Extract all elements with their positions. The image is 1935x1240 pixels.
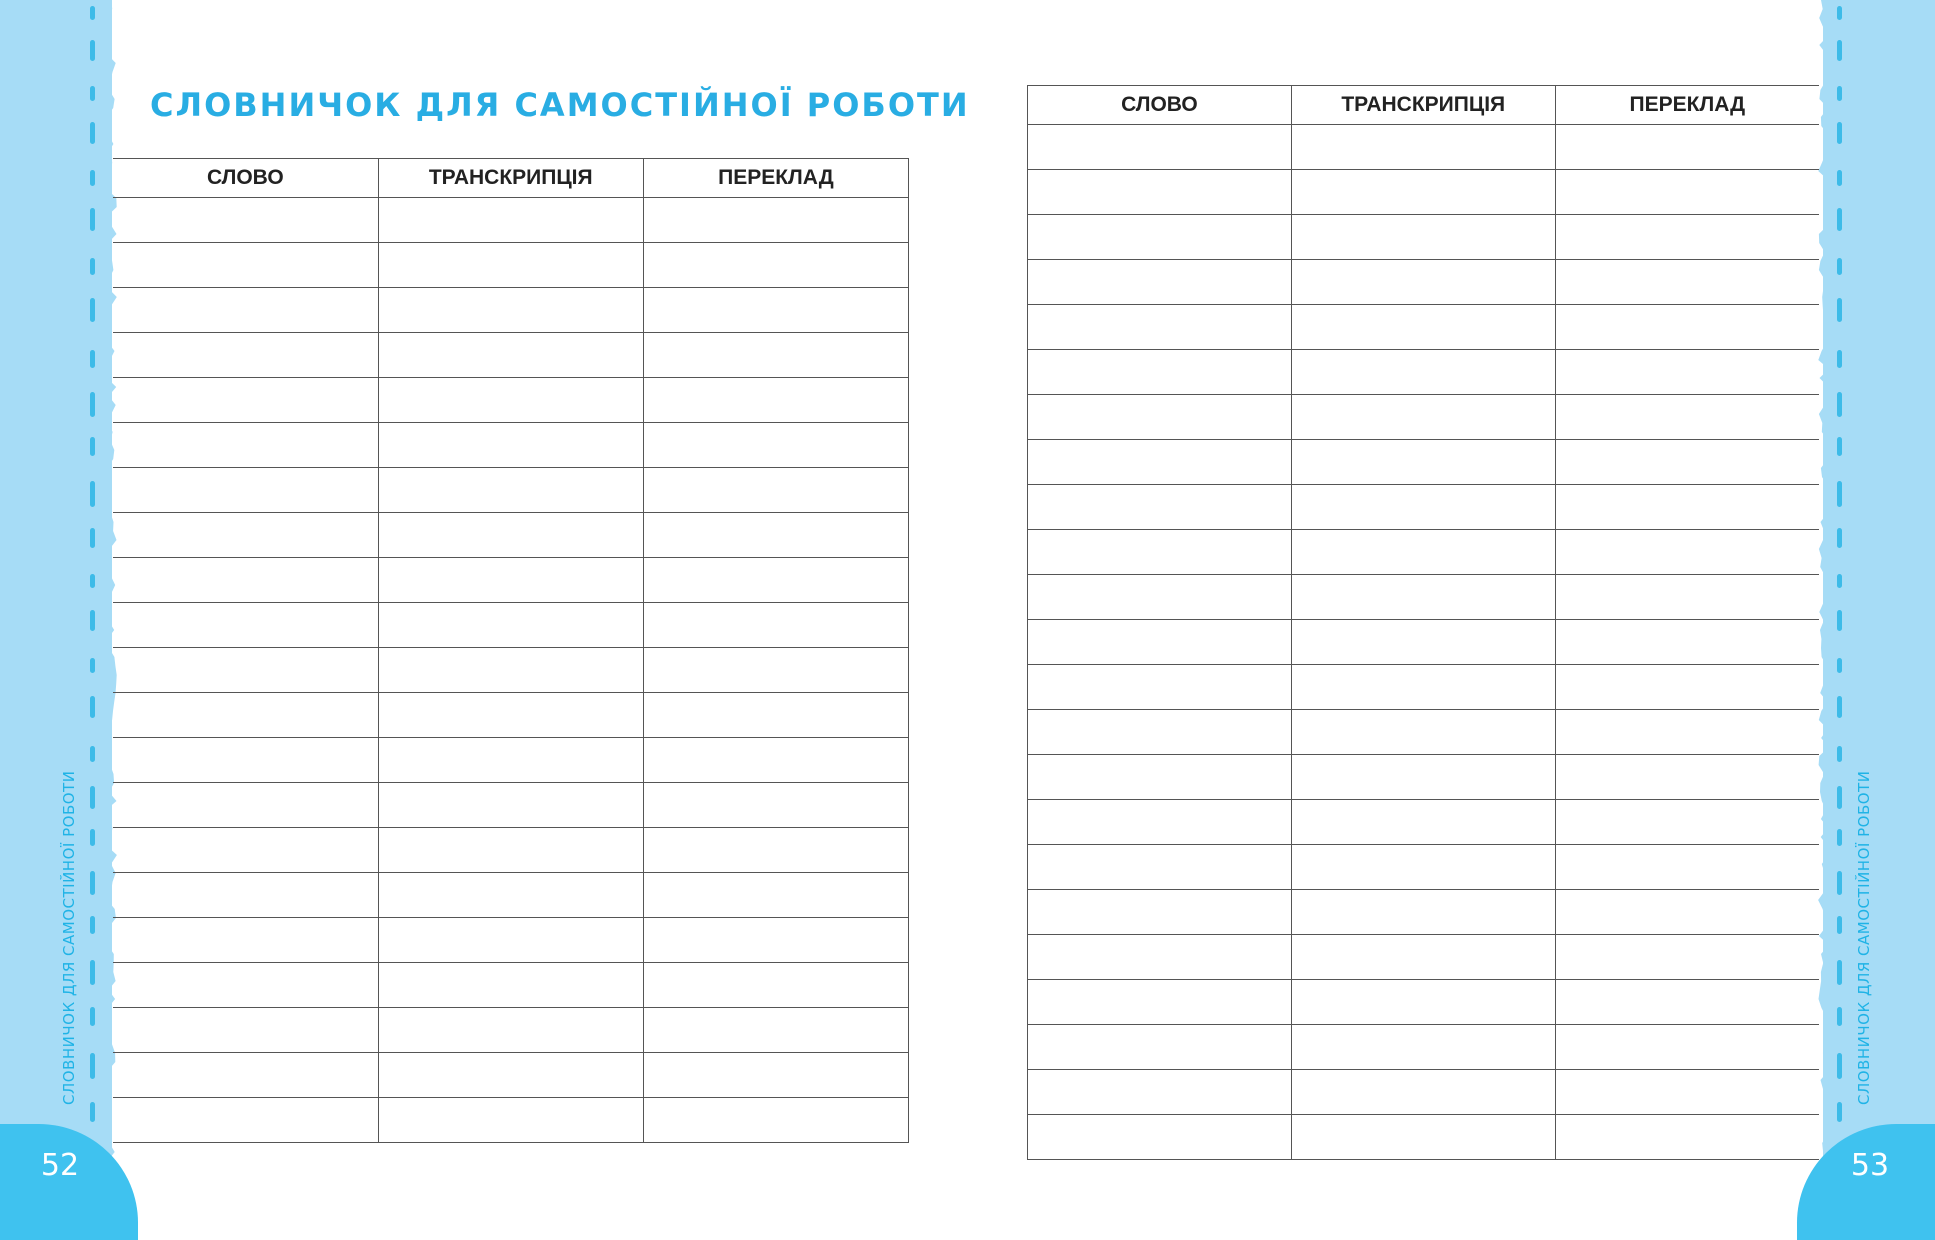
translation-cell[interactable] xyxy=(1555,980,1819,1025)
word-cell[interactable] xyxy=(1028,845,1292,890)
transcription-cell[interactable] xyxy=(378,873,643,918)
table-row xyxy=(1028,665,1820,710)
table-row xyxy=(113,648,909,693)
table-row xyxy=(1028,755,1820,800)
table-row xyxy=(1028,485,1820,530)
word-cell[interactable] xyxy=(113,963,378,1008)
table-row xyxy=(113,198,909,243)
stitch-mark xyxy=(1837,40,1842,61)
translation-cell[interactable] xyxy=(643,603,908,648)
translation-cell[interactable] xyxy=(643,828,908,873)
translation-cell[interactable] xyxy=(1555,215,1819,260)
table-row xyxy=(113,873,909,918)
stitch-mark xyxy=(1837,86,1842,101)
table-row xyxy=(1028,980,1820,1025)
table-row xyxy=(113,738,909,783)
translation-cell[interactable] xyxy=(1555,800,1819,845)
translation-cell[interactable] xyxy=(1555,665,1819,710)
table-row xyxy=(113,1008,909,1053)
table-row xyxy=(113,513,909,558)
table-row xyxy=(113,828,909,873)
translation-cell[interactable] xyxy=(1555,620,1819,665)
stitch-mark xyxy=(1837,658,1842,673)
word-cell[interactable] xyxy=(1028,485,1292,530)
stitch-mark xyxy=(90,86,95,101)
stitch-mark xyxy=(90,350,95,368)
stitch-mark xyxy=(1837,574,1842,588)
transcription-cell[interactable] xyxy=(378,378,643,423)
word-cell[interactable] xyxy=(1028,665,1292,710)
table-row xyxy=(113,468,909,513)
transcription-cell[interactable] xyxy=(378,1008,643,1053)
word-cell[interactable] xyxy=(113,1053,378,1098)
translation-cell[interactable] xyxy=(643,468,908,513)
translation-cell[interactable] xyxy=(1555,710,1819,755)
table-row xyxy=(1028,890,1820,935)
table-row xyxy=(1028,305,1820,350)
translation-cell[interactable] xyxy=(643,423,908,468)
transcription-cell[interactable] xyxy=(1291,440,1555,485)
translation-cell[interactable] xyxy=(643,918,908,963)
table-row xyxy=(1028,440,1820,485)
table-row xyxy=(113,333,909,378)
transcription-cell[interactable] xyxy=(1291,845,1555,890)
word-cell[interactable] xyxy=(113,783,378,828)
stitch-mark xyxy=(1837,696,1842,718)
word-cell[interactable] xyxy=(1028,1025,1292,1070)
stitch-mark xyxy=(1837,786,1842,809)
column-header-word: СЛОВО xyxy=(113,159,378,198)
side-running-title-left: СЛОВНИЧОК ДЛЯ САМОСТІЙНОЇ РОБОТИ xyxy=(60,770,78,1105)
word-cell[interactable] xyxy=(113,828,378,873)
stitch-mark xyxy=(90,437,95,456)
column-header-translation: ПЕРЕКЛАД xyxy=(1555,86,1819,125)
transcription-cell[interactable] xyxy=(1291,215,1555,260)
table-row xyxy=(1028,935,1820,980)
translation-cell[interactable] xyxy=(1555,890,1819,935)
stitch-mark xyxy=(1837,208,1842,231)
table-row xyxy=(113,378,909,423)
column-header-transcription: ТРАНСКРИПЦІЯ xyxy=(1291,86,1555,125)
transcription-cell[interactable] xyxy=(1291,530,1555,575)
stitch-mark xyxy=(90,208,95,231)
table-row xyxy=(1028,260,1820,305)
stitch-mark xyxy=(1837,610,1842,631)
translation-cell[interactable] xyxy=(643,243,908,288)
stitch-mark xyxy=(90,746,95,762)
word-cell[interactable] xyxy=(1028,755,1292,800)
stitch-mark xyxy=(90,786,95,809)
transcription-cell[interactable] xyxy=(1291,1070,1555,1115)
stitch-mark xyxy=(90,481,95,507)
translation-cell[interactable] xyxy=(643,198,908,243)
word-cell[interactable] xyxy=(113,1098,378,1143)
stitch-mark xyxy=(1837,298,1842,322)
stitch-mark xyxy=(1837,170,1842,186)
translation-cell[interactable] xyxy=(1555,575,1819,620)
table-row xyxy=(1028,125,1820,170)
word-cell[interactable] xyxy=(1028,350,1292,395)
transcription-cell[interactable] xyxy=(1291,710,1555,755)
translation-cell[interactable] xyxy=(643,513,908,558)
word-cell[interactable] xyxy=(113,1008,378,1053)
translation-cell[interactable] xyxy=(1555,1070,1819,1115)
table-row xyxy=(113,423,909,468)
word-cell[interactable] xyxy=(113,558,378,603)
table-header-row xyxy=(113,159,909,198)
translation-cell[interactable] xyxy=(1555,1115,1819,1160)
transcription-cell[interactable] xyxy=(1291,1115,1555,1160)
stitch-mark xyxy=(1837,258,1842,275)
transcription-cell[interactable] xyxy=(1291,800,1555,845)
translation-cell[interactable] xyxy=(643,783,908,828)
transcription-cell[interactable] xyxy=(1291,485,1555,530)
translation-cell[interactable] xyxy=(1555,395,1819,440)
word-cell[interactable] xyxy=(1028,170,1292,215)
translation-cell[interactable] xyxy=(643,378,908,423)
stitch-mark xyxy=(90,258,95,275)
stitch-mark xyxy=(1837,960,1842,985)
translation-cell[interactable] xyxy=(643,1008,908,1053)
transcription-cell[interactable] xyxy=(378,423,643,468)
stitch-mark xyxy=(1837,1102,1842,1122)
stitch-mark xyxy=(90,916,95,934)
translation-cell[interactable] xyxy=(1555,755,1819,800)
stitch-mark xyxy=(90,1007,95,1026)
word-cell[interactable] xyxy=(113,648,378,693)
stitch-mark xyxy=(90,610,95,631)
transcription-cell[interactable] xyxy=(378,963,643,1008)
transcription-cell[interactable] xyxy=(1291,890,1555,935)
stitch-mark xyxy=(90,871,95,895)
column-header-word: СЛОВО xyxy=(1028,86,1292,125)
word-cell[interactable] xyxy=(113,873,378,918)
stitch-mark xyxy=(1837,871,1842,895)
transcription-cell[interactable] xyxy=(1291,980,1555,1025)
table-row xyxy=(113,1098,909,1143)
transcription-cell[interactable] xyxy=(378,648,643,693)
table-row xyxy=(113,918,909,963)
word-cell[interactable] xyxy=(1028,125,1292,170)
table-header-row xyxy=(1028,86,1820,125)
table-row xyxy=(113,1053,909,1098)
stitch-mark xyxy=(90,170,95,186)
page-title: СЛОВНИЧОК ДЛЯ САМОСТІЙНОЇ РОБОТИ xyxy=(150,86,970,124)
translation-cell[interactable] xyxy=(1555,125,1819,170)
stitch-mark xyxy=(1837,528,1842,548)
stitch-mark xyxy=(1837,1007,1842,1026)
table-row xyxy=(1028,215,1820,260)
transcription-cell[interactable] xyxy=(1291,620,1555,665)
word-cell[interactable] xyxy=(113,378,378,423)
stitch-mark xyxy=(90,829,95,846)
vocabulary-table-left xyxy=(113,158,909,1143)
stitch-mark xyxy=(90,528,95,548)
vocabulary-table-right xyxy=(1027,85,1819,1160)
stitch-mark xyxy=(90,122,95,144)
table-row xyxy=(113,693,909,738)
stitch-mark xyxy=(1837,6,1842,20)
stitch-mark xyxy=(1837,350,1842,368)
word-cell[interactable] xyxy=(1028,980,1292,1025)
table-row xyxy=(1028,710,1820,755)
translation-cell[interactable] xyxy=(643,333,908,378)
table-row xyxy=(1028,575,1820,620)
stitch-mark xyxy=(90,696,95,718)
translation-cell[interactable] xyxy=(1555,305,1819,350)
transcription-cell[interactable] xyxy=(378,918,643,963)
stitch-mark xyxy=(90,298,95,322)
translation-cell[interactable] xyxy=(643,558,908,603)
table-row xyxy=(1028,170,1820,215)
transcription-cell[interactable] xyxy=(1291,305,1555,350)
word-cell[interactable] xyxy=(1028,1115,1292,1160)
stitch-mark xyxy=(1837,829,1842,846)
word-cell[interactable] xyxy=(1028,395,1292,440)
translation-cell[interactable] xyxy=(1555,845,1819,890)
stitch-mark xyxy=(1837,916,1842,934)
page-number-right: 53 xyxy=(1850,1148,1890,1183)
word-cell[interactable] xyxy=(113,333,378,378)
stitch-mark xyxy=(1837,746,1842,762)
table-row xyxy=(1028,845,1820,890)
table-row xyxy=(1028,620,1820,665)
translation-cell[interactable] xyxy=(643,963,908,1008)
left-stitch-line xyxy=(89,0,97,1240)
table-row xyxy=(113,243,909,288)
table-row xyxy=(113,288,909,333)
stitch-mark xyxy=(90,40,95,61)
word-cell[interactable] xyxy=(113,288,378,333)
transcription-cell[interactable] xyxy=(378,198,643,243)
table-row xyxy=(113,963,909,1008)
word-cell[interactable] xyxy=(1028,1070,1292,1115)
word-cell[interactable] xyxy=(1028,890,1292,935)
word-cell[interactable] xyxy=(113,693,378,738)
translation-cell[interactable] xyxy=(1555,935,1819,980)
word-cell[interactable] xyxy=(113,513,378,558)
word-cell[interactable] xyxy=(113,738,378,783)
table-row xyxy=(1028,350,1820,395)
transcription-cell[interactable] xyxy=(378,828,643,873)
transcription-cell[interactable] xyxy=(1291,755,1555,800)
transcription-cell[interactable] xyxy=(378,693,643,738)
table-row xyxy=(1028,1115,1820,1160)
translation-cell[interactable] xyxy=(1555,440,1819,485)
stitch-mark xyxy=(90,658,95,673)
page-number-left: 52 xyxy=(40,1148,80,1183)
table-row xyxy=(113,558,909,603)
column-header-transcription: ТРАНСКРИПЦІЯ xyxy=(378,159,643,198)
translation-cell[interactable] xyxy=(643,693,908,738)
word-cell[interactable] xyxy=(1028,215,1292,260)
translation-cell[interactable] xyxy=(643,288,908,333)
right-stitch-line xyxy=(1836,0,1844,1240)
word-cell[interactable] xyxy=(1028,710,1292,755)
word-cell[interactable] xyxy=(1028,575,1292,620)
transcription-cell[interactable] xyxy=(378,513,643,558)
table-row xyxy=(1028,1070,1820,1115)
transcription-cell[interactable] xyxy=(1291,575,1555,620)
word-cell[interactable] xyxy=(113,603,378,648)
transcription-cell[interactable] xyxy=(378,333,643,378)
translation-cell[interactable] xyxy=(1555,350,1819,395)
transcription-cell[interactable] xyxy=(1291,170,1555,215)
translation-cell[interactable] xyxy=(643,873,908,918)
transcription-cell[interactable] xyxy=(378,243,643,288)
table-row xyxy=(1028,800,1820,845)
word-cell[interactable] xyxy=(1028,800,1292,845)
stitch-mark xyxy=(1837,122,1842,144)
transcription-cell[interactable] xyxy=(378,468,643,513)
side-running-title-right: СЛОВНИЧОК ДЛЯ САМОСТІЙНОЇ РОБОТИ xyxy=(1855,770,1873,1105)
translation-cell[interactable] xyxy=(643,1053,908,1098)
transcription-cell[interactable] xyxy=(1291,395,1555,440)
table-row xyxy=(1028,530,1820,575)
word-cell[interactable] xyxy=(1028,440,1292,485)
translation-cell[interactable] xyxy=(1555,1025,1819,1070)
transcription-cell[interactable] xyxy=(1291,350,1555,395)
transcription-cell[interactable] xyxy=(378,1098,643,1143)
transcription-cell[interactable] xyxy=(1291,125,1555,170)
table-row xyxy=(1028,395,1820,440)
word-cell[interactable] xyxy=(113,243,378,288)
stitch-mark xyxy=(1837,437,1842,456)
translation-cell[interactable] xyxy=(643,648,908,693)
translation-cell[interactable] xyxy=(643,738,908,783)
table-row xyxy=(1028,1025,1820,1070)
transcription-cell[interactable] xyxy=(378,1053,643,1098)
word-cell[interactable] xyxy=(1028,530,1292,575)
stitch-mark xyxy=(90,392,95,417)
transcription-cell[interactable] xyxy=(378,783,643,828)
transcription-cell[interactable] xyxy=(378,288,643,333)
transcription-cell[interactable] xyxy=(1291,1025,1555,1070)
word-cell[interactable] xyxy=(113,423,378,468)
translation-cell[interactable] xyxy=(1555,260,1819,305)
stitch-mark xyxy=(90,1102,95,1122)
stitch-mark xyxy=(1837,481,1842,507)
stitch-mark xyxy=(90,6,95,20)
word-cell[interactable] xyxy=(113,918,378,963)
word-cell[interactable] xyxy=(1028,935,1292,980)
table-row xyxy=(113,783,909,828)
word-cell[interactable] xyxy=(1028,620,1292,665)
translation-cell[interactable] xyxy=(1555,485,1819,530)
table-row xyxy=(113,603,909,648)
stitch-mark xyxy=(1837,392,1842,417)
transcription-cell[interactable] xyxy=(1291,935,1555,980)
column-header-translation: ПЕРЕКЛАД xyxy=(643,159,908,198)
word-cell[interactable] xyxy=(113,198,378,243)
stitch-mark xyxy=(90,1053,95,1079)
word-cell[interactable] xyxy=(1028,260,1292,305)
word-cell[interactable] xyxy=(1028,305,1292,350)
stitch-mark xyxy=(90,960,95,985)
transcription-cell[interactable] xyxy=(1291,260,1555,305)
transcription-cell[interactable] xyxy=(1291,665,1555,710)
transcription-cell[interactable] xyxy=(378,738,643,783)
translation-cell[interactable] xyxy=(1555,170,1819,215)
translation-cell[interactable] xyxy=(1555,530,1819,575)
transcription-cell[interactable] xyxy=(378,603,643,648)
stitch-mark xyxy=(90,574,95,588)
word-cell[interactable] xyxy=(113,468,378,513)
stitch-mark xyxy=(1837,1053,1842,1079)
transcription-cell[interactable] xyxy=(378,558,643,603)
translation-cell[interactable] xyxy=(643,1098,908,1143)
